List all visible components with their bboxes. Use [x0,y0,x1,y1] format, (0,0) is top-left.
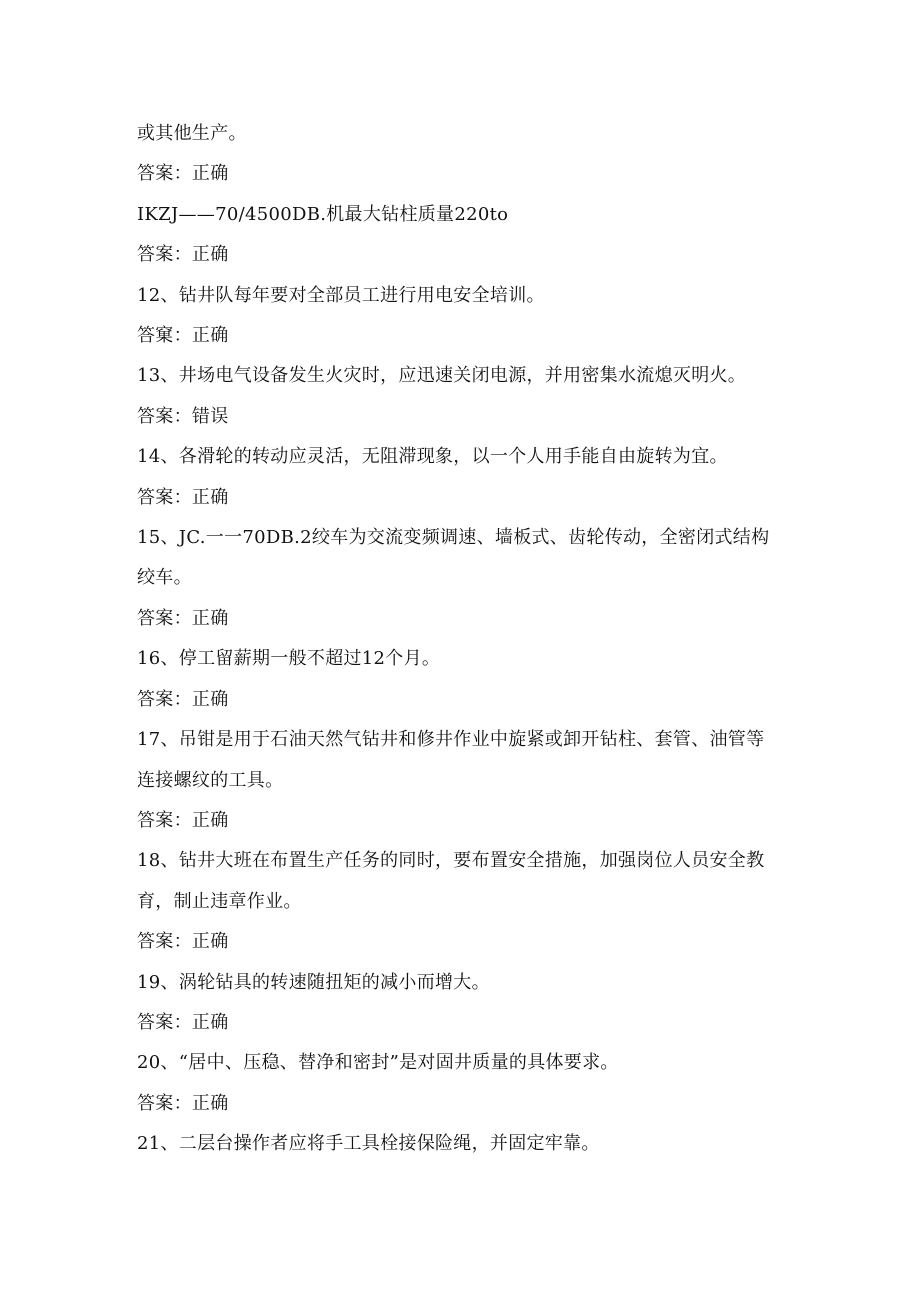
question-13: 13、井场电气设备发生火灾时，应迅速关闭电源，并用密集水流熄灭明火。 [137,365,747,387]
question-18: 18、钻井大班在布置生产任务的同时，要布置安全措施，加强岗位人员安全教 [137,850,765,872]
question-15: 15、JC.一一70DB.2绞车为交流变频调速、墙板式、齿轮传动，全密闭式结构 [137,527,770,549]
answer-line: 答窠：正确 [137,325,229,347]
question-continuation: 或其他生产。 [137,123,247,144]
answer-line: 答案：正确 [137,163,229,185]
question-21: 21、二层台操作者应将手工具栓接保险绳，并固定牢靠。 [137,1133,600,1155]
answer-line: 答案：正确 [137,809,229,831]
question-19: 19、涡轮钻具的转速随扭矩的减小而增大。 [137,971,490,993]
question-17-continuation: 连接螺纹的工具。 [137,769,284,791]
question-line: IKZJ——70/4500DB.机最大钻柱质量220to [137,203,509,225]
answer-line: 答案：错误 [137,405,229,427]
document-body [137,114,787,1165]
answer-line: 答案：正确 [137,1011,229,1033]
question-16: 16、停工留薪期一般不超过12个月。 [137,648,441,670]
answer-line: 答案：正确 [137,607,229,629]
answer-line: 答案：正确 [137,486,229,508]
question-14: 14、各滑轮的转动应灵活，无阻滞现象，以一个人用手能自由旋转为宜。 [137,446,728,468]
question-20: 20、“居中、压稳、替净和密封”是对固井质量的具体要求。 [137,1052,619,1074]
answer-line: 答案：正确 [137,688,229,710]
question-18-continuation: 育，制止违章作业。 [137,890,302,912]
answer-line: 答案：正确 [137,1092,229,1114]
question-17: 17、吊钳是用于石油天然气钻井和修井作业中旋紧或卸开钻柱、套管、油管等 [137,729,765,751]
question-12: 12、钻井队每年要对全部员工进行用电安全培训。 [137,284,545,306]
answer-line: 答案：正确 [137,931,229,953]
answer-line: 答案：正确 [137,244,229,266]
question-15-continuation: 绞车。 [137,567,192,589]
